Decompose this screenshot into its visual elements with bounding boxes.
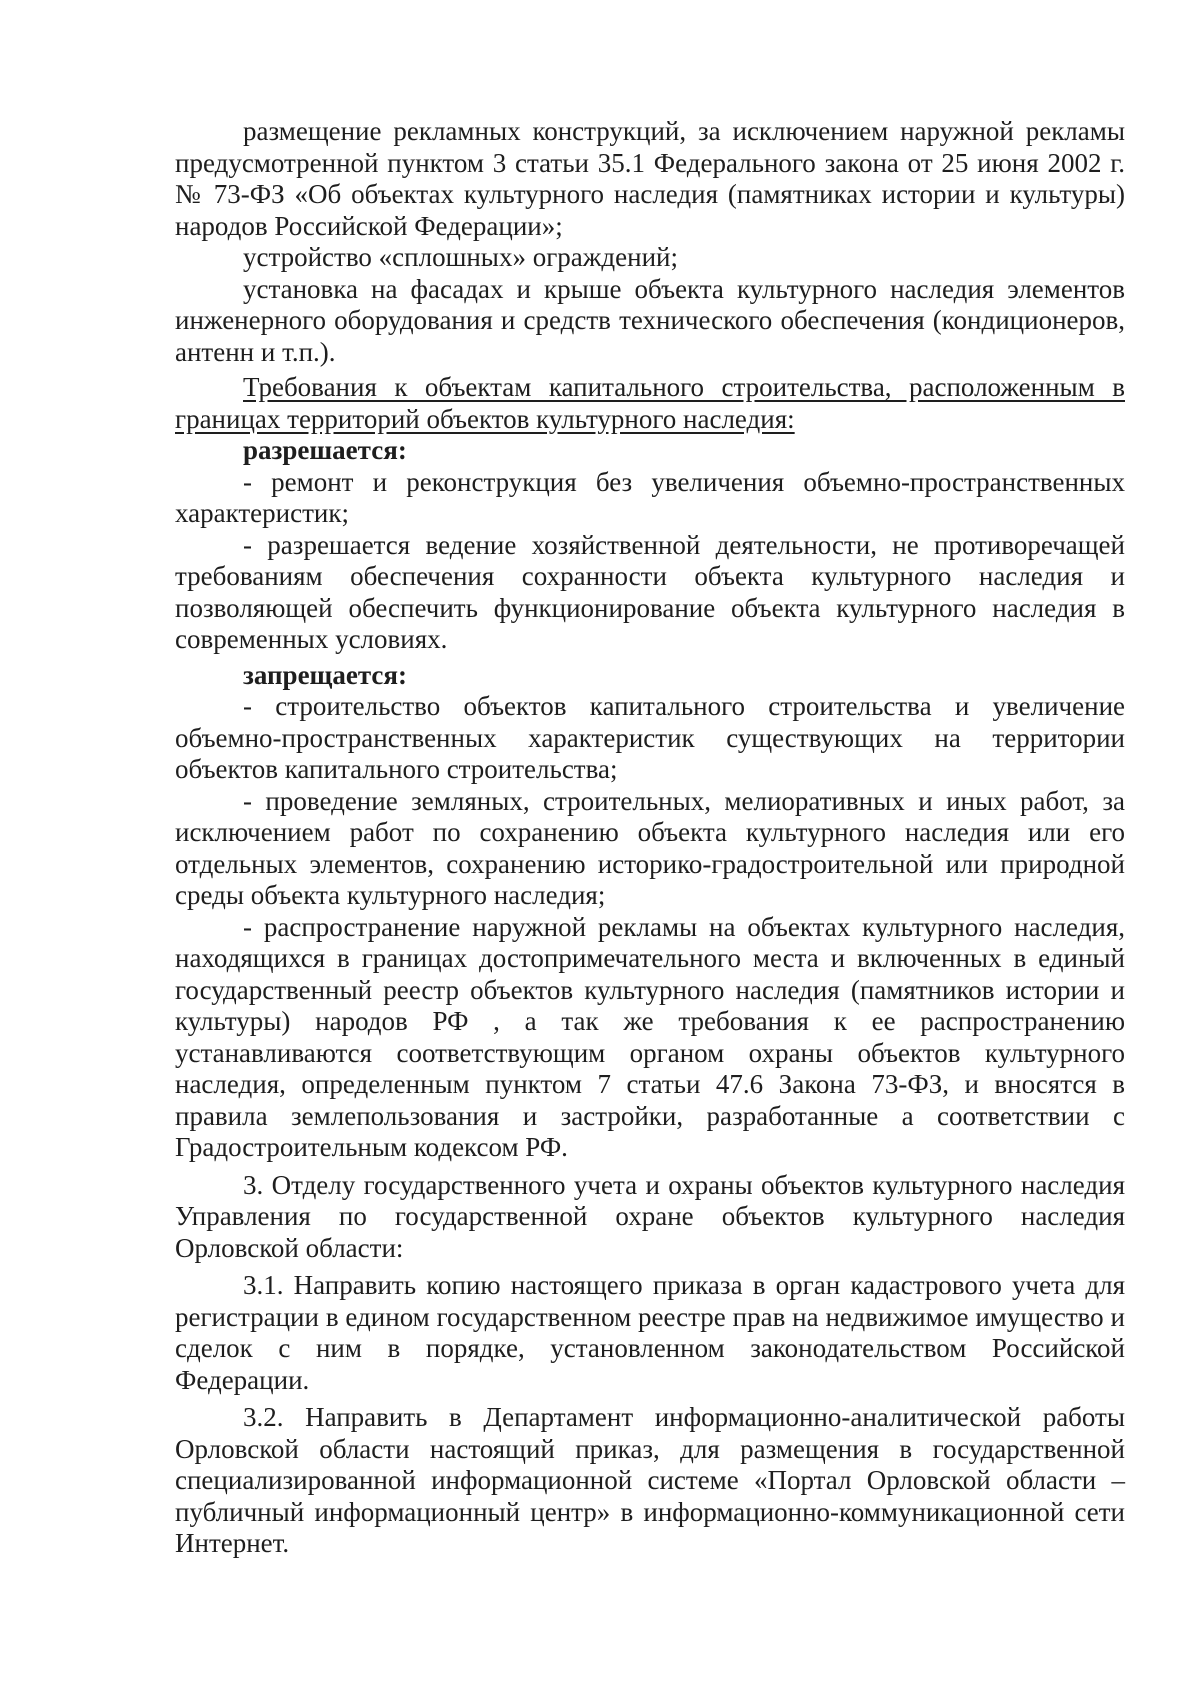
paragraph-item-3-1: 3.1. Направить копию настоящего приказа в орган кадастрового учета для регистрации в едином государственном реестре прав на недвижимое имущество и сделок с ним в порядке, установленном законодательством Российской Федерации. — [175, 1270, 1125, 1395]
label-allowed: разрешается: — [243, 435, 407, 465]
paragraph-advertising: размещение рекламных конструкций, за исключением наружной рекламы предусмотренной пунктом 3 статьи 35.1 Федерального закона от 25 июня 2002 г. № 73-ФЗ «Об объектах культурного наследия (памятниках истории и культуры) народов Российской Федерации»; — [175, 116, 1125, 241]
paragraph-forbidden-construction: - строительство объектов капитального строительства и увеличение объемно-пространственных характеристик существующих на территории объектов капитального строительства; — [175, 691, 1125, 784]
document-page — [175, 116, 1125, 1560]
label-forbidden: запрещается: — [243, 659, 408, 690]
paragraph-item-3: 3. Отделу государственного учета и охраны объектов культурного наследия Управления по государственной охране объектов культурного наследия Орловской области: — [175, 1169, 1125, 1263]
paragraph-equipment: установка на фасадах и крыше объекта культурного наследия элементов инженерного оборудования и средств технического обеспечения (кондиционеров, антенн и т.п.). — [175, 273, 1125, 367]
paragraph-item-3-2: 3.2. Направить в Департамент информационно-аналитической работы Орловской области настоящий приказ, для размещения в государственной специализированной информационной системе «Портал Орловской области – публичный информационный центр» в информационно-коммуникационной сети Интернет. — [175, 1402, 1125, 1558]
paragraph-fences: устройство «сплошных» ограждений; — [243, 242, 678, 272]
paragraph-forbidden-advertising: - распространение наружной рекламы на объектах культурного наследия, находящихся в границах достопримечательного места и включенных в единый государственный реестр объектов культурного наследия (памятников истории и культуры) народов РФ , а так же требования к ее распространению устанавливаются соответствующим органом охраны объектов культурного наследия, определенным пунктом 7 статьи 47.6 Закона 73-ФЗ, и вносятся в правила землепользования и застройки, разработанные а соответствии с Градостроительным кодексом РФ. — [175, 911, 1125, 1162]
paragraph-allowed-repair: - ремонт и реконструкция без увеличения объемно-пространственных характеристик; — [175, 466, 1125, 528]
paragraph-allowed-activity: - разрешается ведение хозяйственной деятельности, не противоречащей требованиям обеспечения сохранности объекта культурного наследия и позволяющей обеспечить функционирование объекта культурного наследия в современных условиях. — [175, 529, 1125, 654]
paragraph-forbidden-works: - проведение земляных, строительных, мелиоративных и иных работ, за исключением работ по сохранению объекта культурного наследия или его отдельных элементов, сохранению историко-градостроительной или природной среды объекта культурного наследия; — [175, 785, 1125, 910]
section-heading-requirements: Требования к объектам капитального строительства, расположенным в границах территорий объектов культурного наследия: — [175, 372, 1125, 434]
